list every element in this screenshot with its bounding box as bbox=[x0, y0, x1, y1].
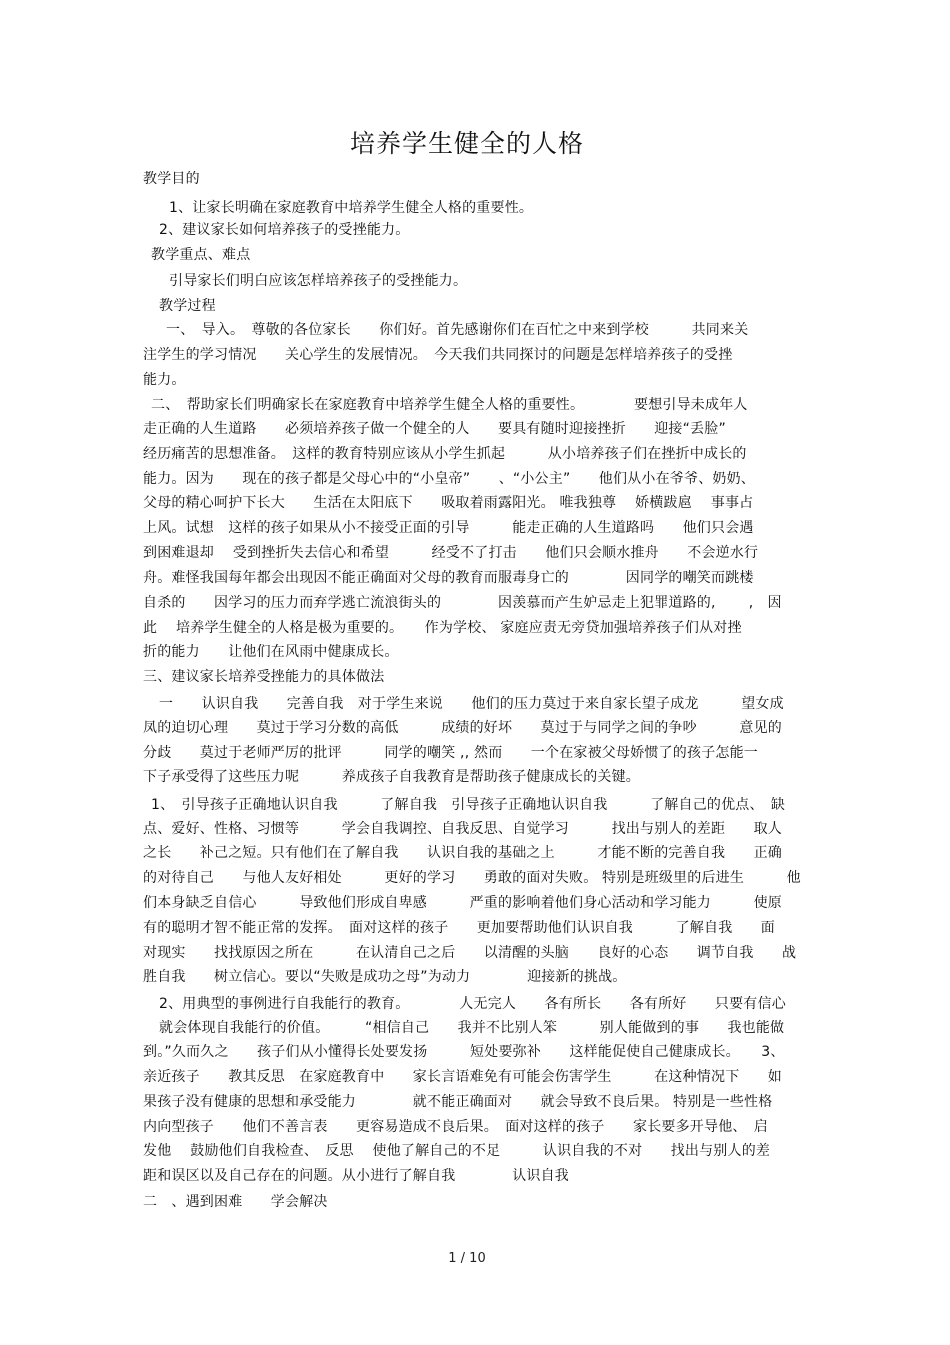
text-line: 能力。 bbox=[143, 372, 186, 388]
text-line: 分歧 莫过于老师严厉的批评 同学的嘲笑 ,, 然而 一个在家被父母娇惯了的孩子怎能一 bbox=[143, 745, 758, 761]
text-line: 距和误区以及自己存在的问题。从小进行了解自我 认识自我 bbox=[143, 1168, 569, 1184]
text-line: 凤的迫切心理 莫过于学习分数的高低 成绩的好坏 莫过于与同学之间的争吵 意见的 bbox=[143, 720, 782, 736]
text-line: 们本身缺乏自信心 导致他们形成自卑感 严重的影响着他们身心活动和学习能力 使原 bbox=[143, 895, 782, 911]
text-line: 教学目的 bbox=[143, 171, 200, 187]
text-line: 三、建议家长培养受挫能力的具体做法 bbox=[143, 669, 385, 685]
text-line: 教学重点、难点 bbox=[151, 247, 251, 263]
text-line: 教学过程 bbox=[159, 298, 216, 314]
text-line: 1、让家长明确在家庭教育中培养学生健全人格的重要性。 bbox=[169, 200, 534, 216]
text-line: 经历痛苦的思想准备。 这样的教育特别应该从小学生抓起 从小培养孩子们在挫折中成长的 bbox=[143, 446, 747, 462]
text-line: 有的聪明才智不能正常的发挥。 面对这样的孩子 更加要帮助他们认识自我 了解自我 面 bbox=[143, 920, 775, 936]
text-line: 上风。试想 这样的孩子如果从小不接受正面的引导 能走正确的人生道路吗 他们只会遇 bbox=[143, 520, 754, 536]
document-title: 培养学生健全的人格 bbox=[349, 129, 584, 158]
text-line: 一 认识自我 完善自我 对于学生来说 他们的压力莫过于来自家长望子成龙 望女成 bbox=[159, 696, 784, 712]
text-line: 内向型孩子 他们不善言表 更容易造成不良后果。 面对这样的孩子 家长要多开导他、 启 bbox=[143, 1119, 768, 1135]
text-line: 对现实 找找原因之所在 在认清自己之后 以清醒的头脑 良好的心态 调节自我 战 bbox=[143, 945, 797, 961]
text-line: 之长 补己之短。只有他们在了解自我 认识自我的基础之上 才能不断的完善自我 正确 bbox=[143, 845, 782, 861]
text-line: 发他 鼓励他们自我检查、 反思 使他了解自己的不足 认识自我的不对 找出与别人的差 bbox=[143, 1143, 771, 1159]
text-line: 此 培养学生健全的人格是极为重要的。 作为学校、 家庭应责无旁贷加强培养孩子们从对挫 bbox=[143, 620, 742, 636]
text-line: 到。”久而久之 孩子们从小懂得长处要发扬 短处要弥补 这样能促使自己健康成长。 3、 bbox=[143, 1044, 785, 1060]
page-indicator: 1 / 10 bbox=[448, 1251, 486, 1266]
text-line: 2、用典型的事例进行自我能行的教育。 人无完人 各有所长 各有所好 只要有信心 bbox=[159, 996, 786, 1012]
text-line: 父母的精心呵护下长大 生活在太阳底下 吸取着雨露阳光。 唯我独尊 娇横跋扈 事事占 bbox=[143, 495, 754, 511]
text-line: 下子承受得了这些压力呢 养成孩子自我教育是帮助孩子健康成长的关键。 bbox=[143, 769, 640, 785]
text-line: 注学生的学习情况 关心学生的发展情况。 今天我们共同探讨的问题是怎样培养孩子的受挫 bbox=[143, 347, 733, 363]
text-line: 到困难退却 受到挫折失去信心和希望 经受不了打击 他们只会顺水推舟 不会逆水行 bbox=[143, 545, 759, 561]
text-line: 舟。难怪我国每年都会出现因不能正确面对父母的教育而服毒身亡的 因同学的嘲笑而跳楼 bbox=[143, 570, 754, 586]
text-line: 二、 帮助家长们明确家长在家庭教育中培养学生健全人格的重要性。 要想引导未成年人 bbox=[151, 397, 748, 413]
text-line: 的对待自己 与他人友好相处 更好的学习 勇敢的面对失败。 特别是班级里的后进生 他 bbox=[143, 870, 801, 886]
text-line: 一、 导入。 尊敬的各位家长 你们好。首先感谢你们在百忙之中来到学校 共同来关 bbox=[166, 322, 749, 338]
text-line: 亲近孩子 教其反思 在家庭教育中 家长言语难免有可能会伤害学生 在这种情况下 如 bbox=[143, 1069, 782, 1085]
text-line: 引导家长们明白应该怎样培养孩子的受挫能力。 bbox=[169, 273, 468, 289]
text-line: 果孩子没有健康的思想和承受能力 就不能正确面对 就会导致不良后果。 特别是一些性格 bbox=[143, 1094, 773, 1110]
text-line: 胜自我 树立信心。要以“失败是成功之母”为动力 迎接新的挑战。 bbox=[143, 969, 627, 985]
text-line: 走正确的人生道路 必须培养孩子做一个健全的人 要具有随时迎接挫折 迎接“丢脸” bbox=[143, 421, 726, 437]
text-line: 就会体现自我能行的价值。 “相信自己 我并不比别人笨 别人能做到的事 我也能做 bbox=[159, 1020, 785, 1036]
text-line: 折的能力 让他们在风雨中健康成长。 bbox=[143, 644, 399, 660]
text-line: 点、爱好、性格、习惯等 学会自我调控、自我反思、自觉学习 找出与别人的差距 取人 bbox=[143, 821, 782, 837]
text-line: 2、建议家长如何培养孩子的受挫能力。 bbox=[159, 222, 410, 238]
text-line: 1、 引导孩子正确地认识自我 了解自我 引导孩子正确地认识自我 了解自己的优点、 缺 bbox=[151, 797, 786, 813]
text-line: 能力。因为 现在的孩子都是父母心中的“小皇帝” 、“小公主” 他们从小在爷爷、奶奶、 bbox=[143, 471, 756, 487]
text-line: 自杀的 因学习的压力而弃学逃亡流浪街头的 因羡慕而产生妒忌走上犯罪道路的, , 因 bbox=[143, 595, 782, 611]
text-line: 二 、遇到困难 学会解决 bbox=[143, 1194, 328, 1210]
